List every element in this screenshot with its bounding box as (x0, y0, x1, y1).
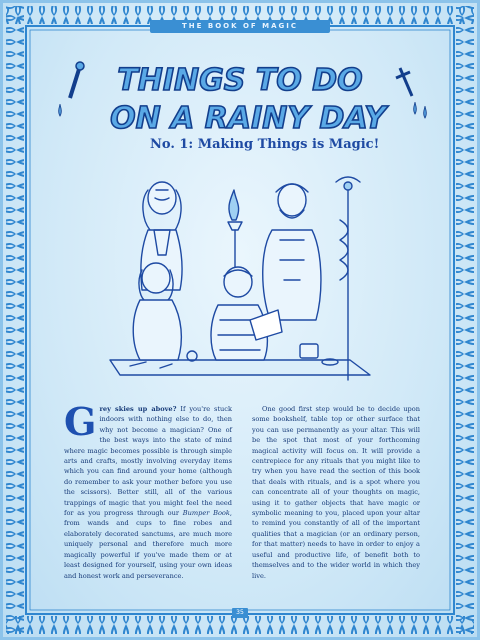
book-title-italic: Bumper Book (182, 509, 230, 518)
article-lead: rey skies up above? (99, 405, 177, 413)
caduceus-icon (336, 177, 360, 380)
article-column-2 (252, 404, 420, 581)
torch-icon (228, 190, 242, 270)
title-line-1: THINGS TO DO (117, 63, 363, 98)
dagger-icon-right (396, 68, 412, 96)
article-column-2-text: One good first step would be to decide upon some bookshelf, table top or other surface that you can use permanently as your altar. This will be the spot that most of your forthcoming magical activity will focus on. It will provide a centrepiece for any rituals that you might like to try when you have read the section of this book that deals with rituals, and is a spot where you can concentrate all of your thoughts on magic, using it to gather objects that have magic or symbolic meaning to you, placed upon your altar to remind you constantly of all of the important qualities that a magician (or an ordinary person, for that matter) needs to have in order to enjoy a useful and productive life, of benefit both to themselves and to the wider world in which they live. (252, 405, 420, 580)
illustration-magic-family (100, 160, 390, 390)
article-column-1 (64, 399, 232, 581)
wand-icon-left (70, 62, 84, 98)
article-column-1-text: If you're stuck indoors with nothing else to do, then why not become a magician? One of the best ways into the state of mind where magic becomes possible is through simple arts and crafts, mostly involving everyday items which you can find around your home (although do remember to ask your mother before you use the scissors). Better still, all of the various trappings of magic that you might feel the need for as you progress through our (64, 405, 232, 518)
page-number: 35 (232, 608, 248, 618)
article-column-1-text-continued: , from wands and cups to fine robes and elaborately decorated sanctums, are much more uniquely personal and therefore much more magically powerful if you've made them or at least designed for yourself, using your own ideas and honest work and perseverance. (64, 509, 232, 580)
man-figure (263, 184, 321, 320)
header-banner: THE BOOK OF MAGIC (150, 20, 330, 33)
drop-cap: G (64, 399, 97, 444)
title-line-2: ON A RAINY DAY (110, 101, 386, 136)
article-subtitle: No. 1: Making Things is Magic! (150, 137, 380, 152)
article-title (40, 56, 440, 136)
